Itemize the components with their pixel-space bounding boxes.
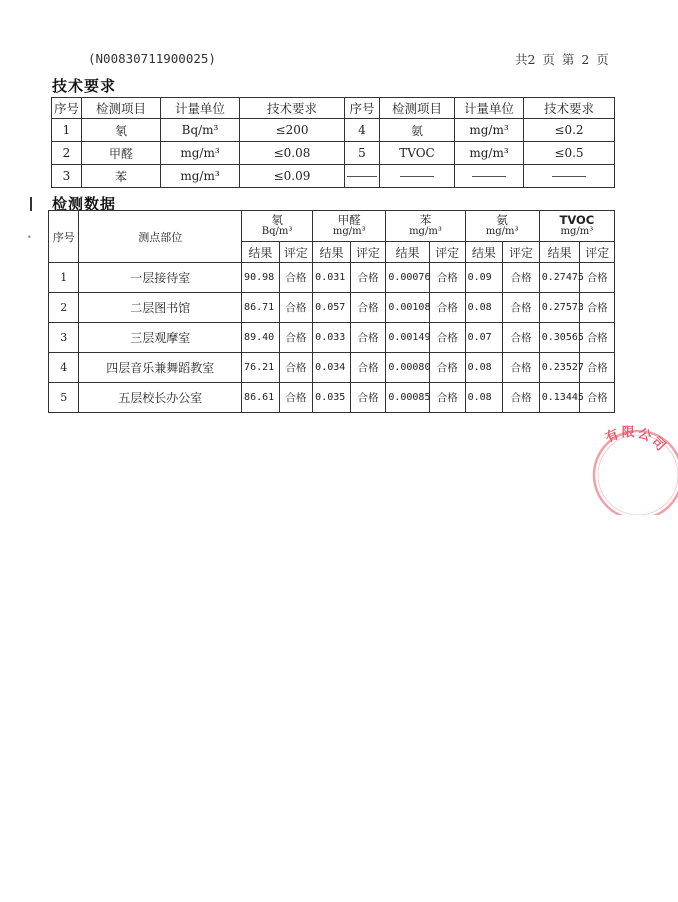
result-value: 0.27573 [539,293,580,323]
row-no: 5 [49,383,79,413]
spec-header-cell: 序号 [345,98,380,119]
row-no: 3 [49,323,79,353]
verdict-value: 合格 [430,353,466,383]
empty-dash-cell [380,165,455,188]
result-value: 0.033 [313,323,351,353]
spec-row [52,142,615,165]
verdict-value: 合格 [430,263,466,293]
verdict-value: 合格 [350,323,386,353]
row-location: 二层图书馆 [79,293,242,323]
verdict-value: 合格 [279,353,313,383]
result-value: 0.00108 [386,293,430,323]
sub-result-header: 结果 [242,242,280,263]
param-name: 甲醛 [337,213,361,227]
result-value: 90.98 [242,263,280,293]
spec-no: 5 [345,142,380,165]
table-row [49,323,615,353]
verdict-value: 合格 [503,353,540,383]
spec-item: 甲醛 [82,142,161,165]
spec-section-title: 技术要求 [52,77,117,95]
spec-unit: mg/m³ [161,142,240,165]
row-location: 一层接待室 [79,263,242,293]
row-location: 三层观摩室 [79,323,242,353]
result-value: 0.30565 [539,323,580,353]
result-value: 86.61 [242,383,280,413]
spec-header-cell: 技术要求 [240,98,345,119]
col-location-header: 测点部位 [79,211,242,263]
table-row [49,263,615,293]
spec-no: 4 [345,119,380,142]
verdict-value: 合格 [430,293,466,323]
spec-header-cell: 计量单位 [161,98,240,119]
spec-unit: Bq/m³ [161,119,240,142]
page-indicator: 共2 页 第 2 页 [515,52,609,67]
company-seal-stamp [588,425,678,515]
sub-verdict-header: 评定 [503,242,540,263]
verdict-value: 合格 [503,293,540,323]
param-header [465,211,539,242]
spec-no: 3 [52,165,82,188]
margin-mark [30,197,32,211]
result-value: 0.00076 [386,263,430,293]
verdict-value: 合格 [279,323,313,353]
param-name: 苯 [419,213,432,227]
verdict-value: 合格 [350,353,386,383]
data-header-row [49,211,615,242]
result-value: 0.08 [465,383,503,413]
verdict-value: 合格 [350,263,386,293]
result-value: 0.27475 [539,263,580,293]
result-value: 0.00149 [386,323,430,353]
spec-header-cell: 序号 [52,98,82,119]
row-location: 五层校长办公室 [79,383,242,413]
param-unit: mg/m³ [409,226,442,237]
result-value: 0.00080 [386,353,430,383]
spec-req: ≤200 [240,119,345,142]
param-header [313,211,386,242]
spec-req: ≤0.08 [240,142,345,165]
param-header [539,211,614,242]
param-name: 氨 [496,213,508,227]
verdict-value: 合格 [580,323,615,353]
result-value: 86.71 [242,293,280,323]
result-value: 0.13445 [539,383,580,413]
param-header [386,211,465,242]
spec-header-cell: 检测项目 [380,98,455,119]
spec-header-row [52,98,615,119]
spec-row [52,165,615,188]
table-row [49,293,615,323]
result-value: 0.057 [313,293,351,323]
spec-header-cell: 计量单位 [455,98,524,119]
spec-unit: mg/m³ [161,165,240,188]
spec-unit: mg/m³ [455,119,524,142]
result-value: 89.40 [242,323,280,353]
sub-result-header: 结果 [465,242,503,263]
result-value: 0.08 [465,353,503,383]
row-location: 四层音乐兼舞蹈教室 [79,353,242,383]
empty-dash-cell [524,165,615,188]
result-value: 0.07 [465,323,503,353]
verdict-value: 合格 [430,323,466,353]
param-name: TVOC [559,213,595,227]
table-row [49,353,615,383]
row-no: 2 [49,293,79,323]
verdict-value: 合格 [580,383,615,413]
spec-unit: mg/m³ [455,142,524,165]
param-unit: mg/m³ [485,226,519,237]
result-value: 0.00085 [386,383,430,413]
result-value: 0.08 [465,293,503,323]
spec-item: 苯 [82,165,161,188]
verdict-value: 合格 [580,353,615,383]
seal-text: 有限公司 [603,425,670,456]
sub-verdict-header: 评定 [580,242,615,263]
verdict-value: 合格 [580,263,615,293]
result-value: 0.031 [313,263,351,293]
spec-no: 2 [52,142,82,165]
result-value: 0.034 [313,353,351,383]
data-table [48,210,615,413]
verdict-value: 合格 [503,383,540,413]
col-no-header: 序号 [49,211,79,263]
empty-dash-cell [345,165,380,188]
row-no: 1 [49,263,79,293]
spec-req: ≤0.09 [240,165,345,188]
sub-result-header: 结果 [313,242,351,263]
verdict-value: 合格 [279,293,313,323]
sub-verdict-header: 评定 [350,242,386,263]
verdict-value: 合格 [279,383,313,413]
sub-result-header: 结果 [386,242,430,263]
verdict-value: 合格 [350,383,386,413]
empty-dash-cell [455,165,524,188]
verdict-value: 合格 [350,293,386,323]
report-code: (N00830711900025) [88,51,216,66]
verdict-value: 合格 [503,263,540,293]
table-row [49,383,615,413]
param-unit: mg/m³ [560,226,594,237]
verdict-value: 合格 [430,383,466,413]
margin-dot: • [27,233,32,242]
spec-req: ≤0.2 [524,119,615,142]
verdict-value: 合格 [580,293,615,323]
spec-item: 氡 [82,119,161,142]
spec-header-cell: 检测项目 [82,98,161,119]
param-name: 氡 [271,213,283,227]
param-unit: mg/m³ [332,226,366,237]
spec-header-cell: 技术要求 [524,98,615,119]
sub-verdict-header: 评定 [430,242,466,263]
spec-no: 1 [52,119,82,142]
svg-text:有限公司 [603,425,670,455]
spec-item: 氨 [380,119,455,142]
result-value: 0.23527 [539,353,580,383]
verdict-value: 合格 [503,323,540,353]
result-value: 0.035 [313,383,351,413]
spec-row [52,119,615,142]
param-header [242,211,313,242]
data-section-title: 检测数据 [52,195,117,213]
param-unit: Bq/m³ [261,226,293,237]
verdict-value: 合格 [279,263,313,293]
result-value: 76.21 [242,353,280,383]
row-no: 4 [49,353,79,383]
spec-req: ≤0.5 [524,142,615,165]
spec-item: TVOC [380,142,455,165]
sub-result-header: 结果 [539,242,580,263]
spec-table [51,97,615,188]
result-value: 0.09 [465,263,503,293]
sub-verdict-header: 评定 [279,242,313,263]
